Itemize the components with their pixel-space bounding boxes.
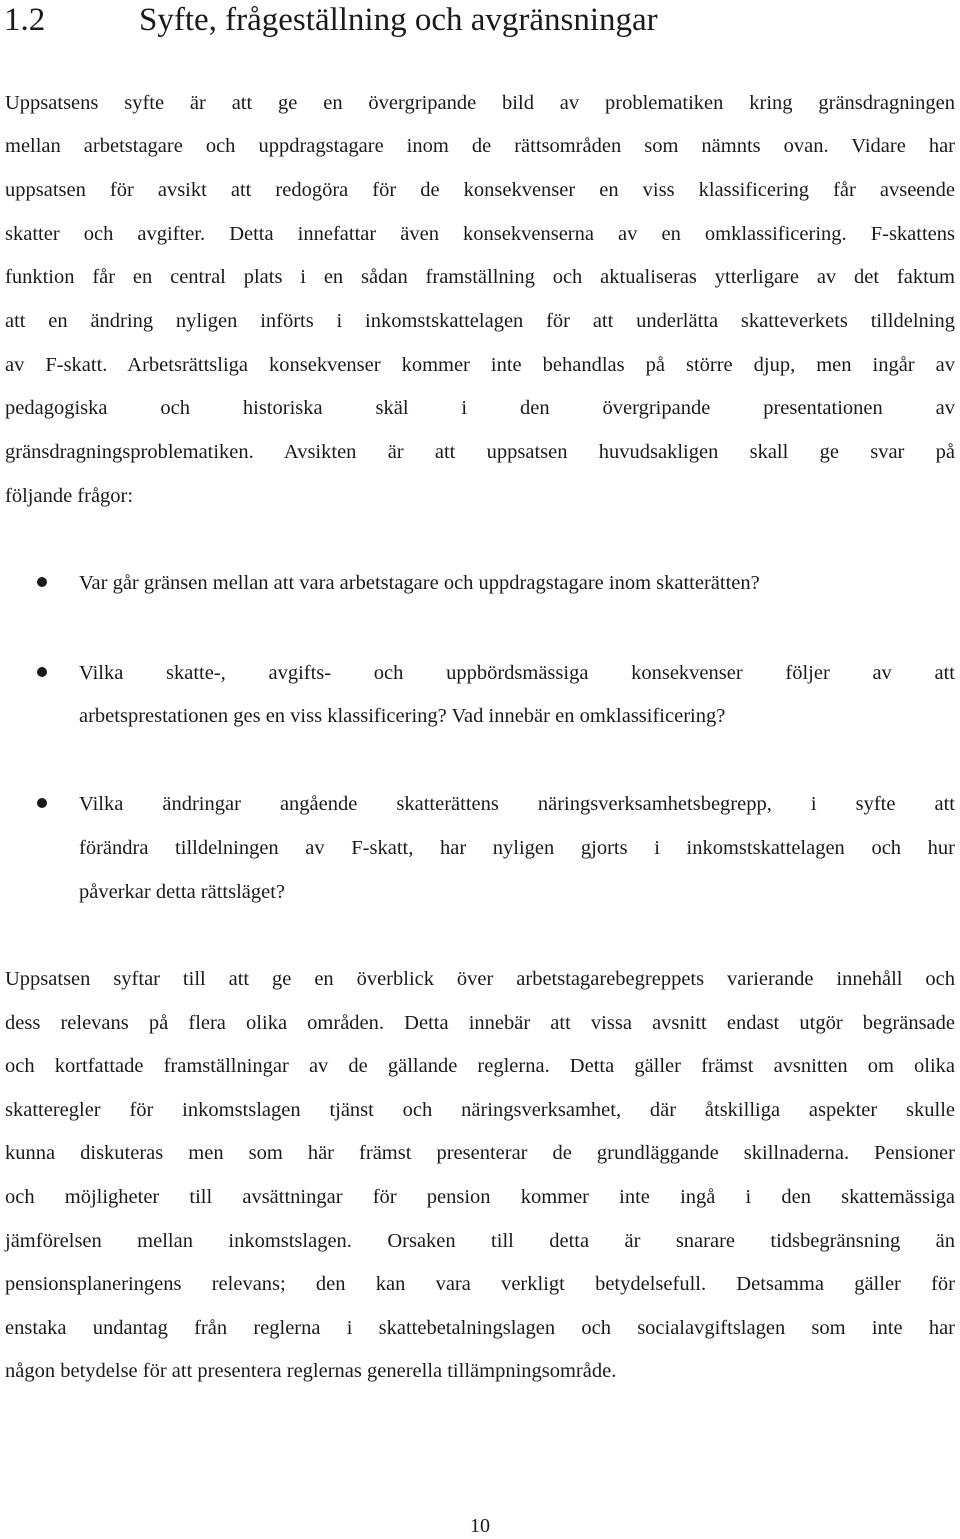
text-line: följande frågor: [5,485,134,507]
text-line: att en ändring nyligen införts i inkomstskattelagen för att underlätta skatteverkets tilldelning [5,310,955,332]
text-line: skatteregler för inkomstslagen tjänst och näringsverksamhet, där åtskilliga aspekter skulle [5,1099,955,1121]
text-line: enstaka undantag från reglerna i skattebetalningslagen och socialavgiftslagen som inte har [5,1317,955,1339]
text-line: uppsatsen för avsikt att redogöra för de konsekvenser en viss klassificering får avseende [5,179,955,201]
text-line: Var går gränsen mellan att vara arbetstagare och uppdragstagare inom skatterätten? [79,572,760,594]
bullet-icon [37,667,47,677]
text-line: förändra tilldelningen av F-skatt, har nyligen gjorts i inkomstskattelagen och hur [79,837,955,859]
text-line: funktion får en central plats i en sådan framställning och aktualiseras ytterligare av det faktum [5,266,955,288]
bullet-icon [37,577,47,587]
text-line: arbetsprestationen ges en viss klassificering? Vad innebär en omklassificering? [79,705,726,727]
text-line: jämförelsen mellan inkomstslagen. Orsaken till detta är snarare tidsbegränsning än [5,1230,955,1252]
text-line: mellan arbetstagare och uppdragstagare inom de rättsområden som nämnts ovan. Vidare har [5,135,955,157]
section-heading [4,0,658,40]
text-line: påverkar detta rättsläget? [79,881,286,903]
text-line: av F-skatt. Arbetsrättsliga konsekvenser kommer inte behandlas på större djup, men ingår av [5,354,955,376]
text-line: pensionsplaneringens relevans; den kan vara verkligt betydelsefull. Detsamma gäller för [5,1273,955,1295]
text-line: pedagogiska och historiska skäl i den övergripande presentationen av [5,397,955,419]
text-line: gränsdragningsproblematiken. Avsikten är att uppsatsen huvudsakligen skall ge svar på [5,441,955,463]
text-line: och möjligheter till avsättningar för pension kommer inte ingå i den skattemässiga [5,1186,955,1208]
text-line: Uppsatsen syftar till att ge en överblick över arbetstagarebegreppets varierande innehåll och [5,968,955,990]
text-line: Vilka ändringar angående skatterättens näringsverksamhetsbegrepp, i syfte att [79,793,955,815]
section-title: Syfte, frågeställning och avgränsningar [139,2,658,38]
text-line: någon betydelse för att presentera reglernas generella tillämpningsområde. [5,1360,617,1382]
text-line: Vilka skatte-, avgifts- och uppbördsmässiga konsekvenser följer av att [79,662,955,684]
text-line: Uppsatsens syfte är att ge en övergripande bild av problematiken kring gränsdragningen [5,92,955,114]
section-number: 1.2 [4,2,46,38]
text-line: kunna diskuteras men som här främst presenterar de grundläggande skillnaderna. Pensioner [5,1142,955,1164]
page-number: 10 [470,1515,490,1537]
text-line: dess relevans på flera olika områden. Detta innebär att vissa avsnitt endast utgör begränsade [5,1012,955,1034]
text-line: och kortfattade framställningar av de gällande reglerna. Detta gäller främst avsnitten om olika [5,1055,955,1077]
text-line: skatter och avgifter. Detta innefattar även konsekvenserna av en omklassificering. F-skattens [5,223,955,245]
bullet-icon [37,798,47,808]
